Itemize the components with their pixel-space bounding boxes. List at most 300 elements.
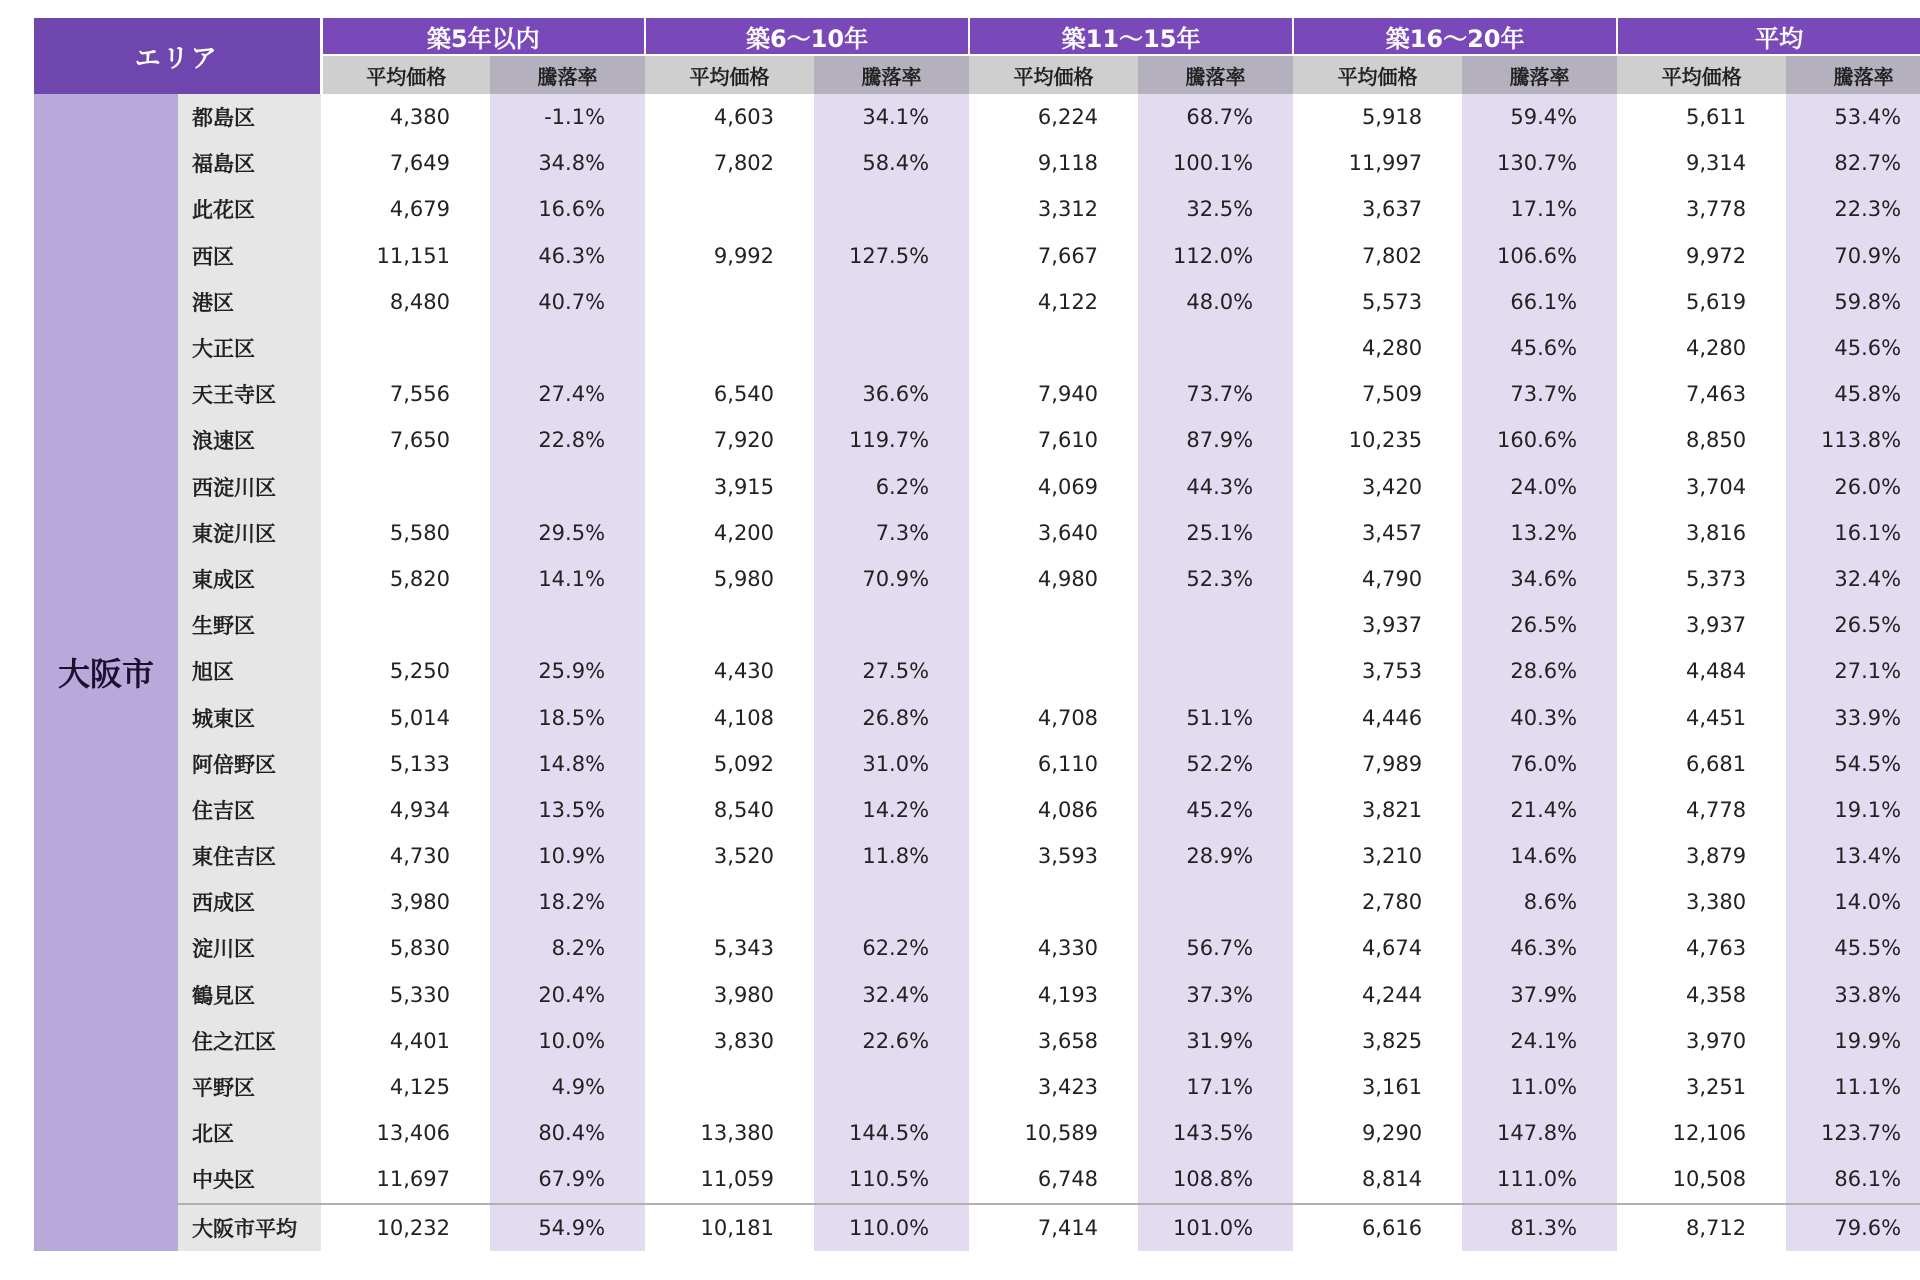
rate-cell (814, 325, 969, 371)
price-cell: 8,540 (645, 787, 814, 833)
price-cell: 3,161 (1293, 1064, 1462, 1110)
price-cell: 8,712 (1617, 1204, 1786, 1251)
price-cell: 4,280 (1617, 325, 1786, 371)
rate-cell: 16.6% (490, 186, 645, 232)
price-cell: 7,463 (1617, 371, 1786, 417)
rate-cell: 40.7% (490, 279, 645, 325)
rate-cell: 34.1% (814, 94, 969, 140)
district-name: 港区 (178, 279, 321, 325)
price-cell: 7,940 (969, 371, 1138, 417)
rate-cell: 17.1% (1462, 186, 1617, 232)
price-cell: 3,251 (1617, 1064, 1786, 1110)
price-cell: 3,423 (969, 1064, 1138, 1110)
rate-cell: 52.3% (1138, 556, 1293, 602)
rate-cell: 25.1% (1138, 510, 1293, 556)
district-name: 天王寺区 (178, 371, 321, 417)
price-cell: 10,235 (1293, 417, 1462, 463)
rate-cell: 31.0% (814, 741, 969, 787)
rate-cell: 106.6% (1462, 233, 1617, 279)
price-cell: 8,814 (1293, 1156, 1462, 1203)
price-cell: 10,181 (645, 1204, 814, 1251)
price-cell: 7,509 (1293, 371, 1462, 417)
price-cell: 7,650 (321, 417, 490, 463)
rate-cell: 14.6% (1462, 833, 1617, 879)
price-cell: 11,997 (1293, 140, 1462, 186)
price-cell: 4,280 (1293, 325, 1462, 371)
price-cell: 5,980 (645, 556, 814, 602)
rate-cell: 59.8% (1786, 279, 1920, 325)
rate-cell: 76.0% (1462, 741, 1617, 787)
table-row (34, 325, 1920, 371)
rate-cell: 13.2% (1462, 510, 1617, 556)
rate-cell: 14.1% (490, 556, 645, 602)
rate-cell: 27.4% (490, 371, 645, 417)
rate-cell: 13.4% (1786, 833, 1920, 879)
district-name: 西区 (178, 233, 321, 279)
price-cell: 5,092 (645, 741, 814, 787)
rate-cell: 45.6% (1786, 325, 1920, 371)
sub-header-price: 平均価格 (321, 55, 490, 94)
price-cell: 4,763 (1617, 925, 1786, 971)
rate-cell: 56.7% (1138, 925, 1293, 971)
price-cell: 3,816 (1617, 510, 1786, 556)
price-cell: 4,401 (321, 1018, 490, 1064)
rate-cell: 46.3% (490, 233, 645, 279)
price-cell: 8,850 (1617, 417, 1786, 463)
district-name: 旭区 (178, 648, 321, 694)
price-cell: 11,697 (321, 1156, 490, 1203)
sub-header-rate: 騰落率 (814, 55, 969, 94)
price-cell: 4,790 (1293, 556, 1462, 602)
rate-cell: 26.0% (1786, 464, 1920, 510)
table-row (34, 648, 1920, 694)
price-cell: 4,244 (1293, 972, 1462, 1018)
price-cell: 8,480 (321, 279, 490, 325)
rate-cell: 108.8% (1138, 1156, 1293, 1203)
rate-cell: 70.9% (814, 556, 969, 602)
table-row (34, 925, 1920, 971)
rate-cell: 144.5% (814, 1110, 969, 1156)
group-header-11-15y: 築11〜15年 (969, 18, 1293, 55)
price-cell: 10,589 (969, 1110, 1138, 1156)
price-cell (645, 1064, 814, 1110)
price-cell: 9,972 (1617, 233, 1786, 279)
rate-cell: 14.2% (814, 787, 969, 833)
rate-cell: 19.9% (1786, 1018, 1920, 1064)
rate-cell: 40.3% (1462, 694, 1617, 740)
price-cell: 4,430 (645, 648, 814, 694)
price-cell: 12,106 (1617, 1110, 1786, 1156)
rate-cell: 22.6% (814, 1018, 969, 1064)
price-cell: 5,373 (1617, 556, 1786, 602)
price-cell: 6,224 (969, 94, 1138, 140)
price-cell: 4,934 (321, 787, 490, 833)
rate-cell: 16.1% (1786, 510, 1920, 556)
area-header: エリア (34, 18, 321, 94)
table-row (34, 787, 1920, 833)
rate-cell: 101.0% (1138, 1204, 1293, 1251)
district-name: 平野区 (178, 1064, 321, 1110)
rate-cell: 32.4% (814, 972, 969, 1018)
rate-cell (490, 602, 645, 648)
rate-cell: 160.6% (1462, 417, 1617, 463)
price-cell: 5,014 (321, 694, 490, 740)
price-cell: 3,593 (969, 833, 1138, 879)
rate-cell: 18.5% (490, 694, 645, 740)
price-cell: 4,778 (1617, 787, 1786, 833)
table-row (34, 1064, 1920, 1110)
district-name: 東住吉区 (178, 833, 321, 879)
rate-cell: 87.9% (1138, 417, 1293, 463)
rate-cell: 54.9% (490, 1204, 645, 1251)
rate-cell: 11.8% (814, 833, 969, 879)
price-cell: 4,122 (969, 279, 1138, 325)
rate-cell: 112.0% (1138, 233, 1293, 279)
district-name: 西成区 (178, 879, 321, 925)
rate-cell: 62.2% (814, 925, 969, 971)
rate-cell: 26.5% (1462, 602, 1617, 648)
rate-cell (814, 186, 969, 232)
rate-cell: 73.7% (1462, 371, 1617, 417)
district-name: 福島区 (178, 140, 321, 186)
rate-cell: 48.0% (1138, 279, 1293, 325)
price-cell: 7,610 (969, 417, 1138, 463)
price-cell: 4,708 (969, 694, 1138, 740)
rate-cell (490, 464, 645, 510)
rate-cell: 81.3% (1462, 1204, 1617, 1251)
rate-cell: 123.7% (1786, 1110, 1920, 1156)
price-cell: 4,603 (645, 94, 814, 140)
rate-cell: 59.4% (1462, 94, 1617, 140)
price-cell: 11,059 (645, 1156, 814, 1203)
rate-cell: 46.3% (1462, 925, 1617, 971)
price-cell: 3,312 (969, 186, 1138, 232)
rate-cell: 110.5% (814, 1156, 969, 1203)
rate-cell: 8.6% (1462, 879, 1617, 925)
rate-cell: 10.0% (490, 1018, 645, 1064)
sub-header-price: 平均価格 (1293, 55, 1462, 94)
price-cell: 9,314 (1617, 140, 1786, 186)
price-cell (969, 879, 1138, 925)
table-row (34, 556, 1920, 602)
rate-cell: 27.5% (814, 648, 969, 694)
district-name: 生野区 (178, 602, 321, 648)
price-cell: 5,343 (645, 925, 814, 971)
table-row (34, 233, 1920, 279)
rate-cell: 13.5% (490, 787, 645, 833)
rate-cell: 147.8% (1462, 1110, 1617, 1156)
price-cell: 10,232 (321, 1204, 490, 1251)
rate-cell: 26.5% (1786, 602, 1920, 648)
price-cell: 7,556 (321, 371, 490, 417)
rate-cell: 113.8% (1786, 417, 1920, 463)
rate-cell: 6.2% (814, 464, 969, 510)
rate-cell (1138, 648, 1293, 694)
rate-cell: 100.1% (1138, 140, 1293, 186)
sub-header-price: 平均価格 (645, 55, 814, 94)
price-cell: 5,580 (321, 510, 490, 556)
price-cell: 3,915 (645, 464, 814, 510)
price-cell: 4,086 (969, 787, 1138, 833)
price-cell: 4,330 (969, 925, 1138, 971)
rate-cell: 26.8% (814, 694, 969, 740)
price-cell: 4,200 (645, 510, 814, 556)
price-cell: 4,484 (1617, 648, 1786, 694)
price-cell: 5,573 (1293, 279, 1462, 325)
price-cell (321, 602, 490, 648)
table-row (34, 741, 1920, 787)
price-cell: 4,358 (1617, 972, 1786, 1018)
price-table (34, 18, 1920, 1251)
group-header-average: 平均 (1617, 18, 1920, 55)
rate-cell: 29.5% (490, 510, 645, 556)
rate-cell: 8.2% (490, 925, 645, 971)
rate-cell: 11.0% (1462, 1064, 1617, 1110)
price-cell: 3,980 (321, 879, 490, 925)
price-cell: 5,830 (321, 925, 490, 971)
price-cell: 2,780 (1293, 879, 1462, 925)
rate-cell: 79.6% (1786, 1204, 1920, 1251)
price-cell: 5,133 (321, 741, 490, 787)
price-cell: 3,879 (1617, 833, 1786, 879)
table-row (34, 464, 1920, 510)
rate-cell (814, 879, 969, 925)
rate-cell (1138, 325, 1293, 371)
district-name: 住吉区 (178, 787, 321, 833)
table-row (34, 972, 1920, 1018)
rate-cell: 36.6% (814, 371, 969, 417)
price-cell (321, 325, 490, 371)
rate-cell: 45.2% (1138, 787, 1293, 833)
rate-cell (814, 279, 969, 325)
price-cell: 13,380 (645, 1110, 814, 1156)
price-cell: 13,406 (321, 1110, 490, 1156)
table-row (34, 94, 1920, 140)
district-name: 東成区 (178, 556, 321, 602)
rate-cell: 34.8% (490, 140, 645, 186)
rate-cell: 33.8% (1786, 972, 1920, 1018)
price-cell: 3,210 (1293, 833, 1462, 879)
rate-cell: 52.2% (1138, 741, 1293, 787)
price-cell: 5,918 (1293, 94, 1462, 140)
rate-cell: 82.7% (1786, 140, 1920, 186)
price-cell (969, 325, 1138, 371)
rate-cell: 111.0% (1462, 1156, 1617, 1203)
price-cell (645, 279, 814, 325)
price-cell: 4,108 (645, 694, 814, 740)
price-cell (321, 464, 490, 510)
rate-cell: 19.1% (1786, 787, 1920, 833)
table-body (34, 94, 1920, 1251)
rate-cell: 119.7% (814, 417, 969, 463)
rate-cell: 66.1% (1462, 279, 1617, 325)
price-cell: 3,457 (1293, 510, 1462, 556)
rate-cell: 21.4% (1462, 787, 1617, 833)
rate-cell: 37.9% (1462, 972, 1617, 1018)
price-cell: 4,193 (969, 972, 1138, 1018)
price-cell: 7,667 (969, 233, 1138, 279)
price-cell: 3,937 (1293, 602, 1462, 648)
rate-cell: 130.7% (1462, 140, 1617, 186)
rate-cell: 33.9% (1786, 694, 1920, 740)
price-cell: 6,681 (1617, 741, 1786, 787)
rate-cell: 22.3% (1786, 186, 1920, 232)
rate-cell: 34.6% (1462, 556, 1617, 602)
rate-cell (814, 1064, 969, 1110)
price-cell: 6,748 (969, 1156, 1138, 1203)
price-cell: 7,414 (969, 1204, 1138, 1251)
rate-cell: 53.4% (1786, 94, 1920, 140)
price-cell: 3,825 (1293, 1018, 1462, 1064)
rate-cell: 4.9% (490, 1064, 645, 1110)
price-cell: 3,980 (645, 972, 814, 1018)
rate-cell: 18.2% (490, 879, 645, 925)
group-header-16-20y: 築16〜20年 (1293, 18, 1617, 55)
price-cell: 3,821 (1293, 787, 1462, 833)
district-name: 淀川区 (178, 925, 321, 971)
average-row-label: 大阪市平均 (178, 1204, 321, 1251)
city-label: 大阪市 (34, 94, 178, 1251)
price-cell (645, 186, 814, 232)
price-cell: 7,649 (321, 140, 490, 186)
price-cell: 3,778 (1617, 186, 1786, 232)
price-cell: 11,151 (321, 233, 490, 279)
price-cell: 5,330 (321, 972, 490, 1018)
district-name: 此花区 (178, 186, 321, 232)
price-cell (645, 325, 814, 371)
rate-cell: 24.0% (1462, 464, 1617, 510)
price-table-container (34, 18, 1902, 1251)
rate-cell: 70.9% (1786, 233, 1920, 279)
sub-header-rate: 騰落率 (1138, 55, 1293, 94)
rate-cell: 68.7% (1138, 94, 1293, 140)
price-cell: 4,125 (321, 1064, 490, 1110)
price-cell: 4,446 (1293, 694, 1462, 740)
rate-cell: 14.0% (1786, 879, 1920, 925)
sub-header-rate: 騰落率 (1786, 55, 1920, 94)
rate-cell: 45.8% (1786, 371, 1920, 417)
price-cell: 3,380 (1617, 879, 1786, 925)
rate-cell: 86.1% (1786, 1156, 1920, 1203)
price-cell: 3,658 (969, 1018, 1138, 1064)
sub-header-rate: 騰落率 (1462, 55, 1617, 94)
rate-cell: 67.9% (490, 1156, 645, 1203)
table-row (34, 694, 1920, 740)
rate-cell: 31.9% (1138, 1018, 1293, 1064)
table-row (34, 1110, 1920, 1156)
average-row (34, 1204, 1920, 1251)
price-cell: 5,619 (1617, 279, 1786, 325)
price-cell (969, 602, 1138, 648)
sub-header-price: 平均価格 (969, 55, 1138, 94)
district-name: 城東区 (178, 694, 321, 740)
price-cell: 4,679 (321, 186, 490, 232)
price-cell: 10,508 (1617, 1156, 1786, 1203)
price-cell (969, 648, 1138, 694)
table-row (34, 1018, 1920, 1064)
rate-cell: 27.1% (1786, 648, 1920, 694)
price-cell (645, 879, 814, 925)
price-cell: 3,830 (645, 1018, 814, 1064)
rate-cell: 58.4% (814, 140, 969, 186)
group-header-6-10y: 築6〜10年 (645, 18, 969, 55)
price-cell: 3,937 (1617, 602, 1786, 648)
price-cell: 7,802 (1293, 233, 1462, 279)
price-cell: 3,520 (645, 833, 814, 879)
price-cell: 9,992 (645, 233, 814, 279)
price-cell: 6,110 (969, 741, 1138, 787)
sub-header-price: 平均価格 (1617, 55, 1786, 94)
price-cell: 7,989 (1293, 741, 1462, 787)
price-cell (645, 602, 814, 648)
rate-cell: 28.9% (1138, 833, 1293, 879)
price-cell: 7,802 (645, 140, 814, 186)
rate-cell: 7.3% (814, 510, 969, 556)
rate-cell: 32.5% (1138, 186, 1293, 232)
group-header-0-5y: 築5年以内 (321, 18, 645, 55)
rate-cell (814, 602, 969, 648)
rate-cell: 54.5% (1786, 741, 1920, 787)
price-cell: 6,540 (645, 371, 814, 417)
table-row (34, 140, 1920, 186)
rate-cell: 44.3% (1138, 464, 1293, 510)
rate-cell: -1.1% (490, 94, 645, 140)
price-cell: 4,730 (321, 833, 490, 879)
rate-cell: 28.6% (1462, 648, 1617, 694)
rate-cell: 45.5% (1786, 925, 1920, 971)
price-cell: 4,451 (1617, 694, 1786, 740)
price-cell: 7,920 (645, 417, 814, 463)
table-row (34, 602, 1920, 648)
rate-cell: 127.5% (814, 233, 969, 279)
table-row (34, 186, 1920, 232)
district-name: 東淀川区 (178, 510, 321, 556)
price-cell: 6,616 (1293, 1204, 1462, 1251)
price-cell: 5,250 (321, 648, 490, 694)
price-cell: 3,637 (1293, 186, 1462, 232)
price-cell: 4,980 (969, 556, 1138, 602)
price-cell: 3,753 (1293, 648, 1462, 694)
rate-cell (490, 325, 645, 371)
table-row (34, 510, 1920, 556)
rate-cell: 10.9% (490, 833, 645, 879)
table-row (34, 279, 1920, 325)
district-name: 住之江区 (178, 1018, 321, 1064)
rate-cell: 80.4% (490, 1110, 645, 1156)
district-name: 大正区 (178, 325, 321, 371)
price-cell: 3,704 (1617, 464, 1786, 510)
price-cell: 9,290 (1293, 1110, 1462, 1156)
district-name: 中央区 (178, 1156, 321, 1203)
rate-cell: 37.3% (1138, 972, 1293, 1018)
price-cell: 3,970 (1617, 1018, 1786, 1064)
table-row (34, 417, 1920, 463)
district-name: 阿倍野区 (178, 741, 321, 787)
rate-cell: 24.1% (1462, 1018, 1617, 1064)
rate-cell (1138, 602, 1293, 648)
district-name: 浪速区 (178, 417, 321, 463)
district-name: 西淀川区 (178, 464, 321, 510)
rate-cell: 32.4% (1786, 556, 1920, 602)
rate-cell: 22.8% (490, 417, 645, 463)
table-row (34, 833, 1920, 879)
table-header (34, 18, 1920, 94)
rate-cell: 45.6% (1462, 325, 1617, 371)
price-cell: 5,611 (1617, 94, 1786, 140)
table-row (34, 879, 1920, 925)
table-row (34, 371, 1920, 417)
rate-cell: 73.7% (1138, 371, 1293, 417)
